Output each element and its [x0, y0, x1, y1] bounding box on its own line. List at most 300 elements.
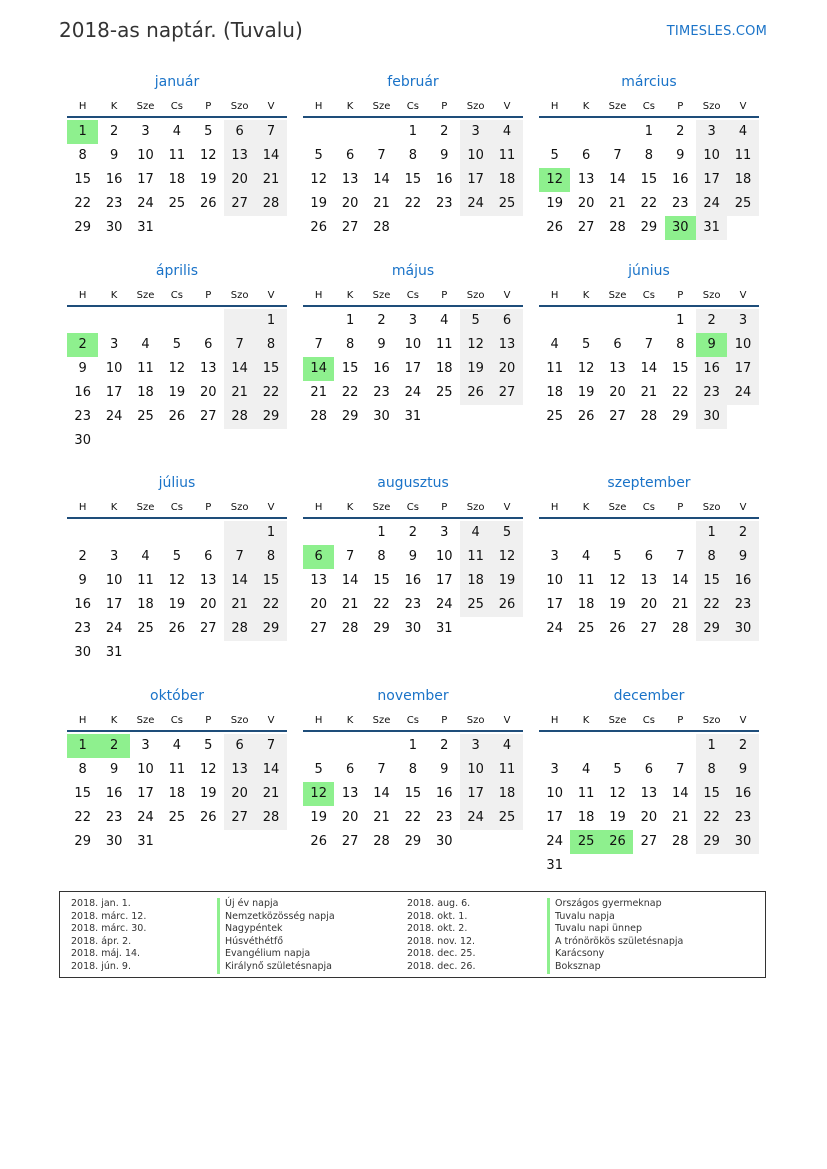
week-row: [67, 806, 287, 830]
day-cell: 8: [377, 549, 386, 564]
day-cell: 27: [224, 192, 255, 216]
day-cell: 24: [404, 385, 422, 400]
week-row: [539, 192, 759, 216]
week-row: [67, 830, 287, 854]
day-cell: 6: [644, 762, 653, 777]
day-cell: 9: [727, 758, 758, 782]
empty-cell: [602, 120, 633, 144]
empty-cell: [303, 309, 334, 333]
week-row: [539, 357, 759, 381]
weekday-label: Cs: [642, 714, 655, 726]
day-cell: 22: [696, 806, 727, 830]
holiday-day-cell: 12: [539, 168, 570, 192]
day-cell: 11: [577, 573, 595, 588]
week-row: [539, 593, 759, 617]
day-cell: 24: [546, 834, 563, 849]
day-cell: 12: [199, 762, 217, 777]
day-cell: 5: [172, 549, 181, 564]
week-row: [303, 120, 523, 144]
month-11: [539, 686, 759, 878]
day-cell: 5: [581, 337, 591, 352]
week-row: [303, 381, 523, 405]
day-cell: 22: [74, 196, 91, 211]
day-cell: 4: [172, 738, 181, 753]
day-cell: 5: [204, 738, 213, 753]
day-cell: 13: [640, 786, 658, 801]
weekday-header: [67, 285, 287, 307]
empty-cell: [255, 641, 286, 665]
day-cell: 14: [255, 144, 286, 168]
week-row: [539, 806, 759, 830]
day-cell: 10: [105, 361, 123, 376]
week-row: [67, 782, 287, 806]
month-title: július: [158, 475, 196, 491]
empty-cell: [429, 216, 460, 240]
legend-entry: 2018. ápr. 2.: [71, 935, 132, 947]
day-cell: 11: [137, 361, 154, 376]
day-cell: 16: [105, 786, 123, 801]
day-cell: 12: [310, 172, 327, 187]
day-cell: 4: [141, 549, 150, 564]
day-cell: 11: [491, 144, 522, 168]
legend-entry: 2018. nov. 12.: [407, 935, 476, 947]
empty-cell: [130, 641, 161, 665]
day-cell: 12: [491, 545, 522, 569]
legend-entry: Országos gyermeknap: [555, 898, 662, 909]
day-cell: 18: [491, 168, 522, 192]
day-cell: 18: [435, 361, 453, 376]
weekday-label: Cs: [170, 501, 183, 513]
empty-cell: [727, 854, 758, 878]
day-cell: 29: [640, 220, 658, 235]
weekday-label: V: [739, 289, 747, 301]
empty-cell: [224, 309, 255, 333]
week-row: [303, 192, 523, 216]
day-cell: 8: [408, 762, 417, 777]
empty-cell: [334, 734, 365, 758]
day-cell: 11: [577, 786, 595, 801]
week-row: [539, 734, 759, 758]
day-cell: 18: [577, 810, 595, 825]
day-cell: 19: [199, 172, 217, 187]
day-cell: 2: [109, 124, 119, 139]
day-cell: 7: [255, 120, 286, 144]
day-cell: 8: [255, 545, 286, 569]
day-cell: 9: [408, 549, 417, 564]
day-cell: 11: [168, 148, 186, 163]
day-cell: 6: [491, 309, 522, 333]
day-cell: 30: [373, 409, 390, 424]
weekday-label: V: [503, 714, 511, 726]
weekday-label: Cs: [642, 289, 655, 301]
weekday-label: K: [110, 100, 118, 112]
day-cell: 7: [255, 734, 286, 758]
day-cell: 28: [255, 192, 286, 216]
week-row: [303, 593, 523, 617]
empty-cell: [98, 521, 129, 545]
month-3: [67, 261, 287, 453]
empty-cell: [429, 405, 460, 429]
day-cell: 24: [546, 621, 563, 636]
legend-entry: 2018. dec. 26.: [407, 960, 476, 972]
day-cell: 25: [491, 806, 522, 830]
empty-cell: [633, 309, 664, 333]
weekday-label: V: [267, 100, 275, 112]
weekday-label: H: [78, 100, 87, 112]
day-cell: 21: [671, 597, 689, 612]
day-cell: 20: [341, 810, 359, 825]
day-cell: 9: [78, 573, 87, 588]
day-cell: 25: [137, 621, 154, 636]
day-cell: 1: [345, 313, 355, 328]
day-cell: 9: [727, 545, 758, 569]
empty-cell: [161, 309, 192, 333]
weekday-label: Szo: [230, 501, 249, 513]
day-cell: 29: [696, 830, 727, 854]
day-cell: 16: [404, 573, 422, 588]
day-cell: 15: [255, 357, 286, 381]
day-cell: 15: [341, 361, 359, 376]
day-cell: 19: [168, 385, 186, 400]
day-cell: 19: [310, 810, 327, 825]
day-cell: 2: [727, 521, 758, 545]
day-cell: 29: [74, 220, 91, 235]
legend-entry: 2018. jún. 9.: [71, 960, 132, 972]
weekday-label: P: [205, 501, 212, 513]
legend-entry: 2018. okt. 1.: [407, 910, 468, 922]
day-cell: 25: [168, 196, 186, 211]
day-cell: 18: [577, 597, 595, 612]
day-cell: 26: [546, 220, 563, 235]
day-cell: 12: [609, 786, 626, 801]
weekday-label: P: [677, 100, 684, 112]
month-title: március: [621, 74, 677, 90]
day-cell: 10: [696, 144, 727, 168]
day-cell: 29: [341, 409, 359, 424]
day-cell: 1: [644, 124, 653, 139]
day-cell: 28: [224, 617, 255, 641]
empty-cell: [727, 405, 758, 429]
day-cell: 5: [491, 521, 522, 545]
holiday-legend: [59, 891, 766, 978]
legend-entry: 2018. máj. 14.: [71, 948, 141, 960]
weekday-label: K: [582, 714, 590, 726]
day-cell: 29: [255, 405, 286, 429]
day-cell: 20: [640, 810, 658, 825]
day-cell: 26: [609, 621, 626, 636]
empty-cell: [570, 734, 601, 758]
site-link[interactable]: TIMESLES.COM: [666, 24, 767, 39]
day-cell: 11: [168, 762, 186, 777]
weekday-label: Szo: [466, 100, 485, 112]
day-cell: 23: [404, 597, 422, 612]
week-row: [67, 357, 287, 381]
day-cell: 11: [460, 545, 491, 569]
day-cell: 21: [224, 381, 255, 405]
day-cell: 17: [546, 597, 563, 612]
week-row: [67, 758, 287, 782]
weekday-label: H: [78, 289, 87, 301]
day-cell: 21: [224, 593, 255, 617]
month-title: augusztus: [377, 475, 449, 491]
weekday-label: H: [314, 100, 323, 112]
weekday-label: Sze: [608, 501, 627, 513]
empty-cell: [539, 521, 570, 545]
day-cell: 23: [435, 196, 453, 211]
day-cell: 15: [671, 361, 689, 376]
day-cell: 28: [310, 409, 327, 424]
day-cell: 27: [224, 806, 255, 830]
empty-cell: [570, 521, 601, 545]
month-8: [539, 473, 759, 641]
month-7: [303, 473, 523, 641]
day-cell: 26: [168, 409, 186, 424]
week-row: [303, 216, 523, 240]
weekday-label: P: [205, 100, 212, 112]
day-cell: 20: [577, 196, 595, 211]
weekday-label: Cs: [170, 714, 183, 726]
week-row: [67, 405, 287, 429]
day-cell: 12: [168, 573, 186, 588]
day-cell: 21: [373, 196, 390, 211]
week-row: [67, 216, 287, 240]
day-cell: 16: [435, 172, 453, 187]
weekday-label: Cs: [642, 100, 655, 112]
day-cell: 21: [341, 597, 359, 612]
day-cell: 9: [109, 148, 119, 163]
month-0: [67, 72, 287, 240]
empty-cell: [491, 617, 522, 641]
empty-cell: [539, 309, 570, 333]
day-cell: 26: [491, 593, 522, 617]
weekday-label: H: [78, 714, 87, 726]
day-cell: 17: [435, 573, 453, 588]
day-cell: 29: [696, 617, 727, 641]
weekday-label: P: [441, 501, 448, 513]
day-cell: 14: [671, 573, 689, 588]
day-cell: 24: [435, 597, 453, 612]
day-cell: 15: [696, 782, 727, 806]
day-cell: 20: [341, 196, 359, 211]
day-cell: 13: [199, 573, 217, 588]
day-cell: 21: [255, 782, 286, 806]
day-cell: 19: [491, 569, 522, 593]
day-cell: 14: [341, 573, 359, 588]
week-row: [539, 216, 759, 240]
weekday-label: Szo: [466, 714, 485, 726]
day-cell: 3: [440, 525, 449, 540]
day-cell: 10: [727, 333, 758, 357]
day-cell: 7: [644, 337, 653, 352]
empty-cell: [602, 854, 633, 878]
day-cell: 25: [137, 409, 154, 424]
day-cell: 6: [644, 549, 653, 564]
empty-cell: [303, 734, 334, 758]
month-title: május: [391, 263, 435, 279]
week-row: [67, 381, 287, 405]
day-cell: 18: [460, 569, 491, 593]
weekday-label: Cs: [642, 501, 655, 513]
day-cell: 27: [199, 409, 217, 424]
weekday-label: P: [441, 714, 448, 726]
day-cell: 28: [609, 220, 626, 235]
day-cell: 31: [696, 216, 727, 240]
day-cell: 7: [613, 148, 622, 163]
day-cell: 25: [727, 192, 758, 216]
day-cell: 8: [345, 337, 355, 352]
empty-cell: [193, 429, 224, 453]
day-cell: 16: [696, 357, 727, 381]
empty-cell: [570, 120, 601, 144]
empty-cell: [491, 216, 522, 240]
day-cell: 9: [109, 762, 119, 777]
legend-entry: Nemzetközösség napja: [225, 910, 335, 922]
weekday-label: Sze: [372, 100, 391, 112]
week-row: [67, 521, 287, 545]
week-row: [67, 192, 287, 216]
day-cell: 13: [224, 758, 255, 782]
day-cell: 26: [310, 834, 327, 849]
day-cell: 20: [640, 597, 658, 612]
day-cell: 4: [491, 734, 522, 758]
day-cell: 31: [404, 409, 422, 424]
day-cell: 17: [105, 597, 123, 612]
month-title: december: [613, 688, 685, 704]
weekday-label: P: [677, 501, 684, 513]
day-cell: 19: [199, 786, 217, 801]
day-cell: 23: [696, 381, 727, 405]
day-cell: 15: [696, 569, 727, 593]
day-cell: 6: [345, 762, 355, 777]
empty-cell: [67, 309, 98, 333]
week-row: [539, 830, 759, 854]
day-cell: 4: [141, 337, 150, 352]
week-row: [67, 593, 287, 617]
week-row: [303, 758, 523, 782]
day-cell: 26: [168, 621, 186, 636]
week-row: [539, 333, 759, 357]
weekday-label: H: [78, 501, 87, 513]
day-cell: 12: [609, 573, 626, 588]
day-cell: 17: [404, 361, 422, 376]
week-row: [67, 309, 287, 333]
weekday-label: Szo: [702, 289, 721, 301]
day-cell: 22: [341, 385, 359, 400]
day-cell: 26: [199, 810, 217, 825]
day-cell: 27: [310, 621, 327, 636]
day-cell: 25: [577, 621, 595, 636]
weekday-label: K: [346, 100, 354, 112]
legend-entry: 2018. jan. 1.: [71, 898, 131, 909]
day-cell: 13: [491, 333, 522, 357]
day-cell: 3: [141, 124, 150, 139]
empty-cell: [255, 429, 286, 453]
week-row: [539, 854, 759, 878]
empty-cell: [130, 521, 161, 545]
legend-entry: Új év napja: [225, 898, 279, 909]
day-cell: 2: [78, 549, 87, 564]
empty-cell: [460, 216, 491, 240]
week-row: [67, 120, 287, 144]
day-cell: 8: [696, 758, 727, 782]
day-cell: 19: [460, 357, 491, 381]
day-cell: 5: [314, 762, 323, 777]
weekday-label: H: [550, 289, 559, 301]
day-cell: 12: [577, 361, 595, 376]
empty-cell: [633, 521, 664, 545]
weekday-label: K: [582, 289, 590, 301]
day-cell: 21: [310, 385, 327, 400]
weekday-label: Sze: [608, 100, 627, 112]
day-cell: 23: [727, 593, 758, 617]
legend-names-left: [217, 898, 335, 974]
day-cell: 13: [224, 144, 255, 168]
day-cell: 26: [460, 381, 491, 405]
weekday-label: H: [550, 100, 559, 112]
empty-cell: [193, 830, 224, 854]
day-cell: 9: [377, 337, 386, 352]
week-row: [303, 782, 523, 806]
day-cell: 19: [609, 597, 626, 612]
empty-cell: [334, 120, 365, 144]
day-cell: 10: [460, 144, 491, 168]
day-cell: 29: [255, 617, 286, 641]
day-cell: 6: [613, 337, 622, 352]
weekday-label: V: [739, 501, 747, 513]
day-cell: 3: [109, 549, 119, 564]
weekday-label: Szo: [466, 501, 485, 513]
weekday-label: Sze: [608, 289, 627, 301]
day-cell: 18: [546, 385, 563, 400]
day-cell: 20: [609, 385, 626, 400]
day-cell: 30: [404, 621, 422, 636]
day-cell: 27: [341, 220, 359, 235]
day-cell: 31: [105, 645, 123, 660]
week-row: [67, 734, 287, 758]
legend-entry: Húsvéthétfő: [225, 935, 284, 947]
day-cell: 29: [74, 834, 91, 849]
day-cell: 1: [408, 738, 417, 753]
weekday-label: H: [314, 501, 323, 513]
empty-cell: [98, 429, 129, 453]
month-title: április: [155, 263, 199, 279]
day-cell: 17: [546, 810, 563, 825]
month-1: [303, 72, 523, 240]
day-cell: 29: [373, 621, 390, 636]
weekday-label: Sze: [136, 100, 155, 112]
weekday-label: V: [503, 501, 511, 513]
legend-entry: A trónörökös születésnapja: [555, 935, 684, 947]
day-cell: 14: [671, 786, 689, 801]
weekday-label: V: [739, 714, 747, 726]
day-cell: 17: [137, 172, 154, 187]
weekday-header: [303, 285, 523, 307]
day-cell: 25: [546, 409, 563, 424]
week-row: [303, 357, 523, 381]
day-cell: 27: [491, 381, 522, 405]
day-cell: 23: [105, 196, 123, 211]
empty-cell: [397, 216, 428, 240]
day-cell: 3: [550, 549, 559, 564]
day-cell: 4: [460, 521, 491, 545]
day-cell: 16: [435, 786, 453, 801]
day-cell: 4: [581, 762, 591, 777]
weekday-header: [539, 285, 759, 307]
day-cell: 17: [460, 168, 491, 192]
empty-cell: [161, 521, 192, 545]
day-cell: 30: [727, 617, 758, 641]
day-cell: 20: [199, 385, 217, 400]
